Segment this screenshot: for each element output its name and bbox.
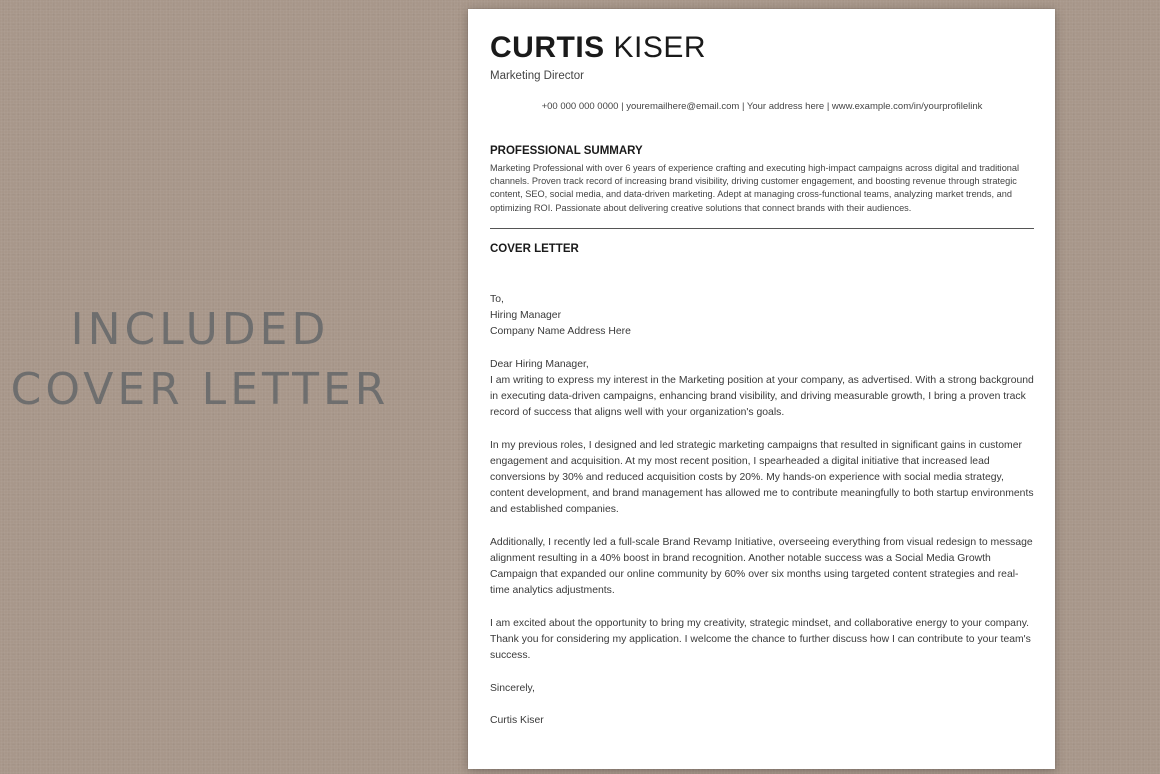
recipient-block: [490, 292, 1034, 341]
paragraph-1: I am writing to express my interest in the Marketing position at your company, as advertised. With a strong background in executing data-driven campaigns, enhancing brand visibility, and driving measurable growth, I bring a proven track record of success that aligns well with your organization's goals.: [490, 374, 1034, 419]
candidate-name: [490, 31, 1034, 67]
recipient-title: Hiring Manager: [490, 310, 562, 321]
promo-line-cover-letter: COVER LETTER: [10, 364, 390, 415]
closing: Sincerely,: [490, 682, 535, 694]
last-name: KISER: [613, 31, 707, 64]
recipient-company: Company Name Address Here: [490, 326, 631, 338]
promo-line-included: INCLUDED: [70, 304, 330, 355]
contact-line: +00 000 000 0000 | youremailhere@email.com | Your address here | www.example.com/in/yourprofilelink: [541, 101, 983, 112]
recipient-to: To,: [490, 293, 504, 305]
summary-heading: PROFESSIONAL SUMMARY: [490, 145, 643, 157]
paragraph-2: In my previous roles, I designed and led strategic marketing campaigns that resulted in significant gains in customer engagement and acquisition. At my most recent position, I spearheaded a digital initiative that increased lead conversions by 30% and reduced acquisition costs by 20%. My hands-on experience with social media strategy, content development, and brand management has allowed me to contribute meaningfully to both startup environments and established companies.: [490, 439, 1034, 516]
salutation: Dear Hiring Manager,: [490, 358, 589, 370]
letter-body: [490, 292, 1034, 729]
job-title: Marketing Director: [490, 70, 584, 82]
summary-text: Marketing Professional with over 6 years of experience crafting and executing high-impact campaigns across digital and traditional channels. Proven track record of increasing brand visibility, driving customer engagement, and boosting revenue through strategic content, SEO, social media, and data-driven marketing. Adept at managing cross-functional teams, analyzing market trends, and optimizing ROI. Passionate about delivering creative solutions that connect brands with their audiences.: [490, 163, 1020, 213]
first-name: CURTIS: [490, 31, 605, 64]
section-divider: [490, 228, 1034, 229]
paragraph-3: Additionally, I recently led a full-scale Brand Revamp Initiative, overseeing everything from visual redesign to message alignment resulting in a 40% boost in brand recognition. Another notable success was a Social Media Growth Campaign that expanded our online community by 60% over six months using targeted content strategies and real-time analytics adjustments.: [490, 536, 1033, 597]
cover-letter-document: [468, 9, 1055, 769]
promo-heading: [0, 300, 400, 420]
cover-letter-heading: COVER LETTER: [490, 242, 579, 255]
signature-name: Curtis Kiser: [490, 714, 544, 726]
paragraph-4: I am excited about the opportunity to bring my creativity, strategic mindset, and collaborative energy to your company. Thank you for considering my application. I welcome the chance to further discuss how I can contribute to your team's success.: [490, 617, 1031, 662]
